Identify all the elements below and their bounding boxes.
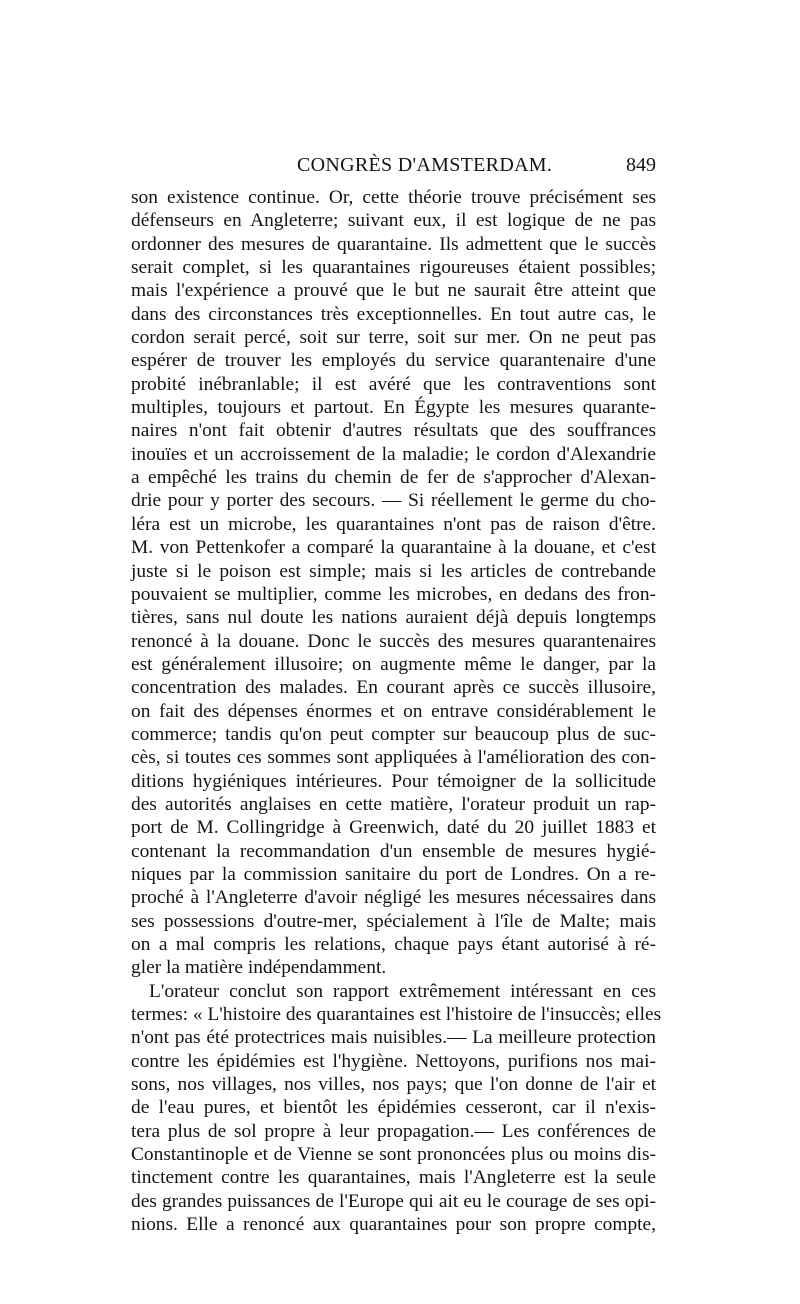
body-text [131, 186, 662, 1236]
text-line: des autorités anglaises en cette matière, l'orateur produit un rap- [131, 793, 656, 815]
text-line: ses possessions d'outre-mer, spécialement à l'île de Malte; mais [131, 910, 656, 932]
text-line: ditions hygiéniques intérieures. Pour témoigner de la sollicitude [131, 770, 656, 792]
text-line: pouvaient se multiplier, comme les microbes, en dedans des fron- [131, 583, 656, 605]
text-line: multiples, toujours et partout. En Égypte les mesures quarante- [131, 397, 656, 419]
running-head [131, 150, 656, 180]
text-line: contenant la recommandation d'un ensemble de mesures hygié- [131, 840, 656, 862]
text-line: Constantinople et de Vienne se sont prononcées plus ou moins dis- [131, 1144, 656, 1166]
text-line: son existence continue. Or, cette théorie trouve précisément ses [131, 187, 656, 208]
text-line: contre les épidémies est l'hygiène. Nettoyons, purifions nos mai- [131, 1050, 656, 1072]
running-title: CONGRÈS D'AMSTERDAM. [297, 154, 553, 176]
text-line: proché à l'Angleterre d'avoir négligé les mesures nécessaires dans [131, 887, 656, 909]
text-line: juste si le poison est simple; mais si les articles de contrebande [131, 560, 656, 582]
text-line: niques par la commission sanitaire du port de Londres. On a re- [131, 863, 656, 885]
text-line: défenseurs en Angleterre; suivant eux, il est logique de ne pas [131, 210, 656, 232]
text-line: léra est un microbe, les quarantaines n'ont pas de raison d'être. [131, 513, 656, 535]
text-line: a empêché les trains du chemin de fer de s'approcher d'Alexan- [131, 467, 656, 489]
text-line: concentration des malades. En courant après ce succès illusoire, [131, 677, 656, 699]
text-line: M. von Pettenkofer a comparé la quarantaine à la douane, et c'est [131, 537, 656, 559]
text-line: port de M. Collingridge à Greenwich, daté du 20 juillet 1883 et [131, 817, 656, 839]
text-line: nions. Elle a renoncé aux quarantaines pour son propre compte, [131, 1214, 656, 1236]
text-line: ordonner des mesures de quarantaine. Ils admettent que le succès [131, 233, 656, 255]
text-line: drie pour y porter des secours. — Si réellement le germe du cho- [131, 490, 656, 512]
text-line: tinctement contre les quarantaines, mais l'Angleterre est la seule [131, 1167, 656, 1189]
text-line: espérer de trouver les employés du service quarantenaire d'une [131, 350, 656, 372]
text-line: n'ont pas été protectrices mais nuisibles.— La meilleure protection [131, 1027, 656, 1049]
text-line: inouïes et un accroissement de la maladie; le cordon d'Alexandrie [131, 443, 656, 465]
text-line: sons, nos villages, nos villes, nos pays; que l'on donne de l'air et [131, 1074, 656, 1096]
text-line: des grandes puissances de l'Europe qui ait eu le courage de ses opi- [131, 1190, 656, 1212]
text-line: on a mal compris les relations, chaque pays étant autorisé à ré- [131, 934, 656, 955]
text-line: termes: « L'histoire des quarantaines est l'histoire de l'insuccès; elles [131, 1004, 662, 1026]
text-line: dans des circonstances très exceptionnelles. En tout autre cas, le [131, 303, 656, 325]
text-line: cordon serait percé, soit sur terre, soit sur mer. On ne peut pas [131, 327, 656, 349]
text-line: tera plus de sol propre à leur propagation.— Les conférences de [131, 1120, 656, 1142]
text-line: serait complet, si les quarantaines rigoureuses étaient possibles; [131, 257, 656, 279]
text-line: mais l'expérience a prouvé que le but ne saurait être atteint que [131, 280, 656, 302]
page-number: 849 [626, 154, 656, 176]
text-line: renoncé à la douane. Donc le succès des mesures quarantenaires [131, 630, 656, 652]
paragraph-end-line: gler la matière indépendamment. [131, 957, 387, 979]
text-line: probité inébranlable; il est avéré que les contraventions sont [131, 373, 656, 395]
paragraph-start-line: L'orateur conclut son rapport extrêmement intéressant en ces [149, 980, 656, 1002]
text-line: de l'eau pures, et bientôt les épidémies cesseront, car il n'exis- [131, 1097, 656, 1119]
text-line: est généralement illusoire; on augmente même le danger, par la [131, 653, 656, 675]
text-line: tières, sans nul doute les nations auraient déjà depuis longtemps [131, 607, 656, 629]
text-line: cès, si toutes ces sommes sont appliquées à l'amélioration des con- [131, 747, 656, 769]
text-line: commerce; tandis qu'on peut compter sur beaucoup plus de suc- [131, 723, 656, 745]
text-line: on fait des dépenses énormes et on entrave considérablement le [131, 700, 656, 722]
text-line: naires n'ont fait obtenir d'autres résultats que des souffrances [131, 420, 656, 442]
